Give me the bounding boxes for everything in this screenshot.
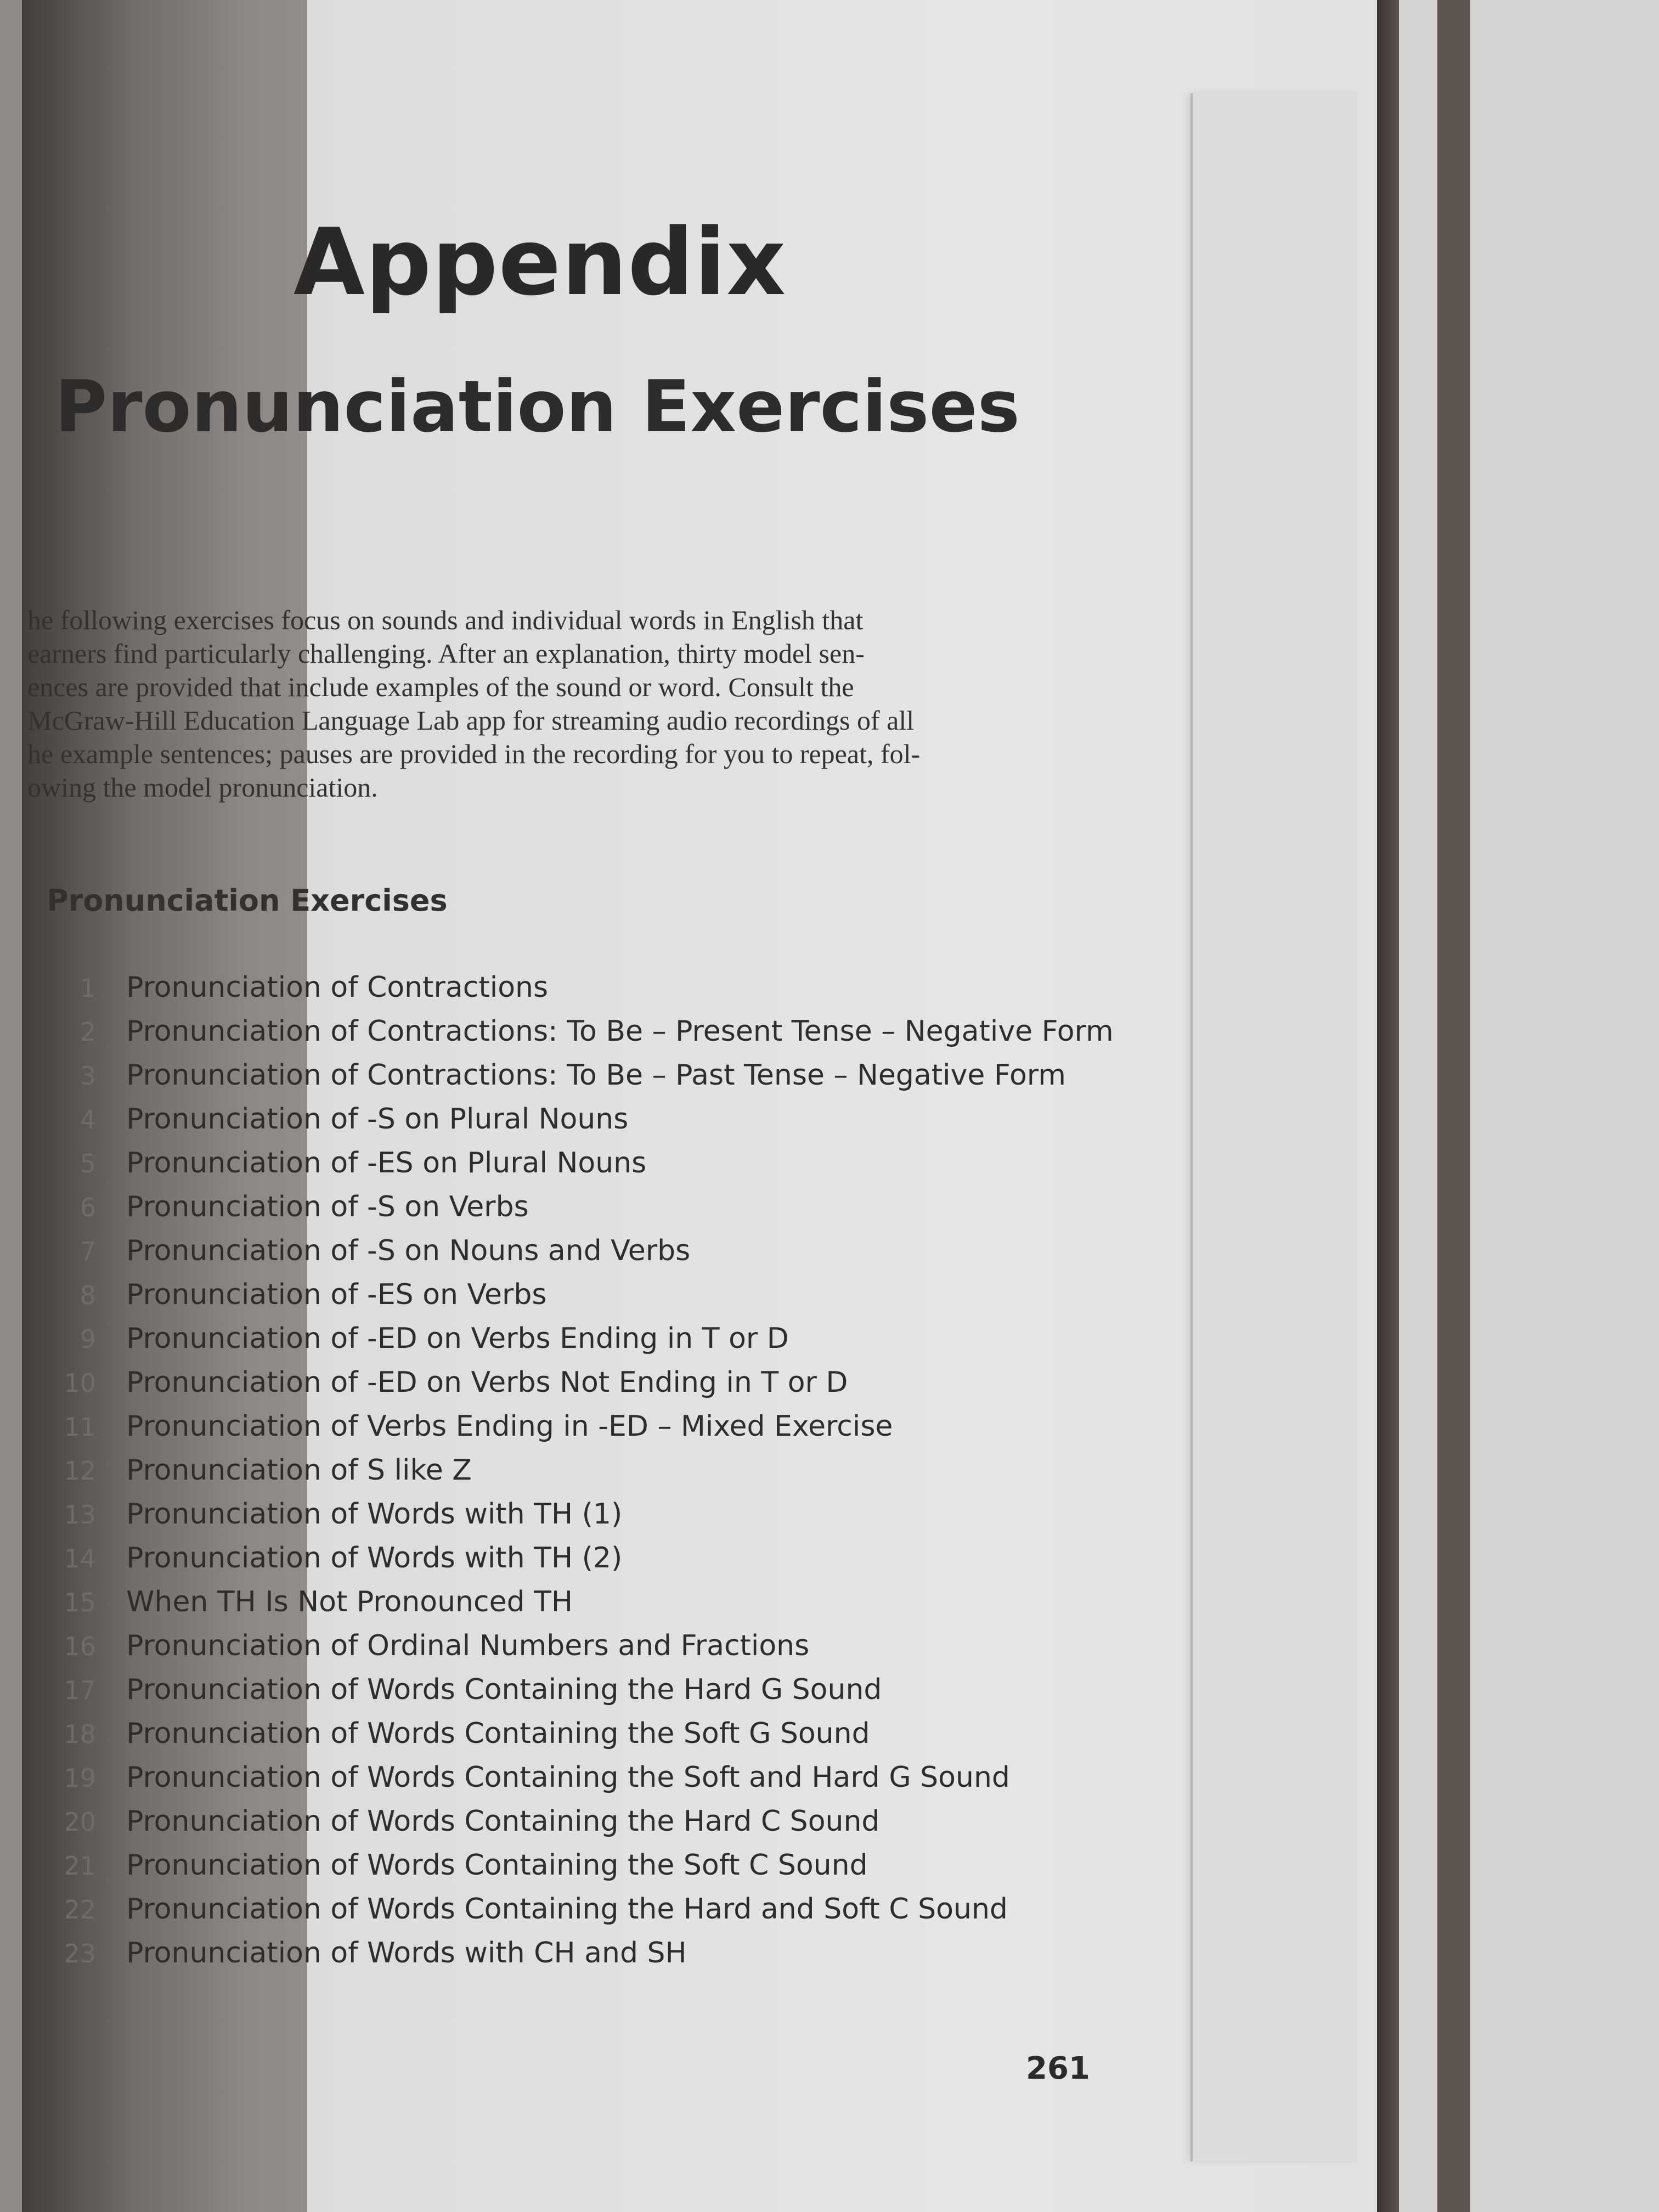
toc-item-title: Pronunciation of Words Containing the Hard and Soft C Sound — [126, 1893, 1008, 1926]
intro-line: owing the model pronunciation. — [27, 772, 378, 803]
toc-item-number: 4 — [80, 1105, 96, 1135]
toc-item-number: 10 — [64, 1368, 96, 1398]
toc-item-title: Pronunciation of Words Containing the Soft C Sound — [126, 1849, 868, 1882]
toc-item — [33, 1273, 1130, 1317]
toc-item-number: 3 — [80, 1061, 96, 1091]
toc-item — [33, 1141, 1130, 1185]
toc-item-title: Pronunciation of -ES on Verbs — [126, 1278, 547, 1311]
toc-item-number: 16 — [64, 1632, 96, 1661]
toc-item-title: Pronunciation of Words with TH (2) — [126, 1542, 623, 1575]
toc-item — [33, 1931, 1130, 1975]
toc-item-number: 8 — [80, 1280, 96, 1310]
toc-item — [33, 1712, 1130, 1756]
intro-line: he following exercises focus on sounds and individual words in English that — [27, 605, 864, 635]
toc-item-number: 18 — [64, 1719, 96, 1749]
toc-item-number: 9 — [80, 1324, 96, 1354]
section-title: Pronunciation Exercises — [55, 365, 1020, 448]
toc-item-title: Pronunciation of -S on Verbs — [126, 1190, 529, 1223]
toc-item-title: Pronunciation of -ES on Plural Nouns — [126, 1147, 647, 1180]
toc-item-number: 19 — [64, 1763, 96, 1793]
toc-item — [33, 1317, 1130, 1361]
intro-paragraph — [27, 603, 1031, 804]
toc-item-number: 23 — [64, 1939, 96, 1968]
toc-item — [33, 1580, 1130, 1624]
toc-item-title: Pronunciation of Words Containing the Hard G Sound — [126, 1673, 882, 1706]
toc-item-number: 14 — [64, 1544, 96, 1573]
toc-item-number: 17 — [64, 1675, 96, 1705]
toc-item-number: 12 — [64, 1456, 96, 1486]
toc-item-title: When TH Is Not Pronounced TH — [126, 1585, 573, 1618]
toc-item-title: Pronunciation of Ordinal Numbers and Fractions — [126, 1629, 810, 1662]
toc-item — [33, 1668, 1130, 1712]
toc-item-number: 11 — [64, 1412, 96, 1442]
toc-item — [33, 1799, 1130, 1843]
toc-list — [33, 966, 1130, 1975]
toc-item — [33, 1053, 1130, 1097]
toc-item-number: 5 — [80, 1149, 96, 1178]
toc-item — [33, 1756, 1130, 1799]
toc-item-number: 22 — [64, 1895, 96, 1925]
toc-item-title: Pronunciation of Words Containing the Soft and Hard G Sound — [126, 1761, 1010, 1794]
toc-item-title: Pronunciation of S like Z — [126, 1454, 472, 1487]
toc-item-number: 20 — [64, 1807, 96, 1837]
intro-line: he example sentences; pauses are provided in the recording for you to repeat, fol- — [27, 738, 921, 769]
toc-item-title: Pronunciation of Words with TH (1) — [126, 1498, 623, 1531]
toc-item — [33, 1009, 1130, 1053]
toc-item-number: 7 — [80, 1237, 96, 1266]
toc-item — [33, 1448, 1130, 1492]
appendix-heading: Appendix — [294, 208, 787, 316]
toc-item — [33, 1887, 1130, 1931]
toc-item — [33, 1843, 1130, 1887]
toc-item-title: Pronunciation of Contractions: To Be – Past Tense – Negative Form — [126, 1059, 1066, 1092]
toc-heading: Pronunciation Exercises — [47, 883, 448, 918]
toc-item — [33, 1229, 1130, 1273]
toc-item — [33, 1492, 1130, 1536]
toc-item — [33, 1185, 1130, 1229]
toc-item-number: 21 — [64, 1851, 96, 1881]
toc-item-title: Pronunciation of Contractions: To Be – Present Tense – Negative Form — [126, 1015, 1114, 1048]
toc-item-title: Pronunciation of Contractions — [126, 971, 549, 1004]
toc-item-title: Pronunciation of Verbs Ending in -ED – Mixed Exercise — [126, 1410, 893, 1443]
toc-item — [33, 1404, 1130, 1448]
toc-item — [33, 1361, 1130, 1404]
toc-item-title: Pronunciation of -ED on Verbs Ending in T or D — [126, 1322, 789, 1355]
intro-line: ences are provided that include examples of the sound or word. Consult the — [27, 672, 854, 702]
toc-item-title: Pronunciation of Words Containing the Hard C Sound — [126, 1805, 880, 1838]
intro-line: McGraw-Hill Education Language Lab app for streaming audio recordings of all — [27, 705, 915, 736]
toc-item-number: 6 — [80, 1193, 96, 1222]
toc-item — [33, 1536, 1130, 1580]
toc-item-title: Pronunciation of -ED on Verbs Not Ending in T or D — [126, 1366, 848, 1399]
toc-item-title: Pronunciation of -S on Nouns and Verbs — [126, 1234, 691, 1267]
page-number: 261 — [1026, 2051, 1090, 2086]
toc-item-title: Pronunciation of Words with CH and SH — [126, 1937, 687, 1970]
toc-item-number: 13 — [64, 1500, 96, 1530]
toc-item-number: 15 — [64, 1588, 96, 1617]
toc-item-number: 2 — [80, 1017, 96, 1047]
toc-item — [33, 966, 1130, 1009]
toc-item — [33, 1097, 1130, 1141]
toc-item — [33, 1624, 1130, 1668]
intro-line: earners find particularly challenging. After an explanation, thirty model sen- — [27, 638, 865, 669]
toc-item-number: 1 — [80, 973, 96, 1003]
toc-item-title: Pronunciation of -S on Plural Nouns — [126, 1103, 629, 1136]
toc-item-title: Pronunciation of Words Containing the Soft G Sound — [126, 1717, 870, 1750]
